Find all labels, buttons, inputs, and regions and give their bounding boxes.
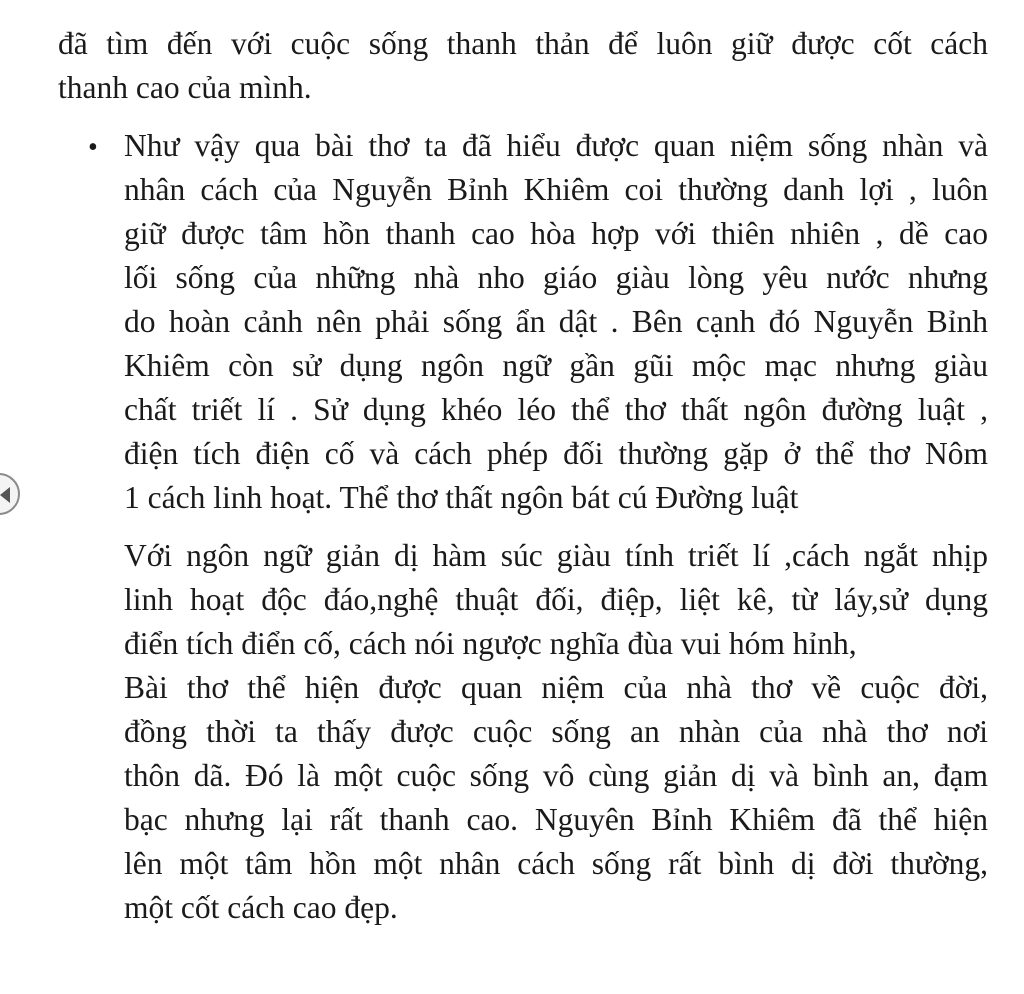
closing-line-1: Với ngôn ngữ giản dị hàm súc giàu tính triết lí ,cách ngắt nhịp (124, 538, 988, 573)
bullet-line-3: giữ được tâm hồn thanh cao hòa hợp với thiên nhiên , dề cao (124, 216, 988, 251)
closing-line-7: bạc nhưng lại rất thanh cao. Nguyên Bỉnh Khiêm đã thể hiện (124, 802, 988, 837)
closing-line-8: lên một tâm hồn một nhân cách sống rất bình dị đời thường, (124, 846, 988, 881)
bullet-marker: • (88, 132, 98, 163)
closing-line-4: Bài thơ thể hiện được quan niệm của nhà thơ về cuộc đời, (124, 670, 988, 705)
bullet-line-8: điện tích điện cố và cách phép đối thường gặp ở thể thơ Nôm (124, 436, 988, 471)
intro-line-2: thanh cao của mình. (58, 70, 312, 105)
chevron-left-icon (0, 487, 10, 503)
bullet-line-2: nhân cách của Nguyễn Bỉnh Khiêm coi thường danh lợi , luôn (124, 172, 988, 207)
intro-line-1: đã tìm đến với cuộc sống thanh thản để luôn giữ được cốt cách (58, 26, 988, 61)
bullet-line-6: Khiêm còn sử dụng ngôn ngữ gần gũi mộc mạc nhưng giàu (124, 348, 988, 383)
bullet-line-4: lối sống của những nhà nho giáo giàu lòng yêu nước nhưng (124, 260, 988, 295)
bullet-line-7: chất triết lí . Sử dụng khéo léo thể thơ thất ngôn đường luật , (124, 392, 988, 427)
closing-line-3: điển tích điển cố, cách nói ngược nghĩa đùa vui hóm hỉnh, (124, 626, 857, 661)
closing-line-2: linh hoạt độc đáo,nghệ thuật đối, điệp, liệt kê, từ láy,sử dụng (124, 582, 988, 617)
bullet-line-1: Như vậy qua bài thơ ta đã hiểu được quan niệm sống nhàn và (124, 128, 988, 163)
closing-line-9: một cốt cách cao đẹp. (124, 890, 398, 925)
collapse-handle[interactable] (0, 473, 20, 515)
closing-line-5: đồng thời ta thấy được cuộc sống an nhàn của nhà thơ nơi (124, 714, 988, 749)
bullet-line-9: 1 cách linh hoạt. Thể thơ thất ngôn bát cú Đường luật (124, 480, 799, 515)
bullet-line-5: do hoàn cảnh nên phải sống ẩn dật . Bên cạnh đó Nguyễn Bỉnh (124, 304, 988, 339)
closing-line-6: thôn dã. Đó là một cuộc sống vô cùng giản dị và bình an, đạm (124, 758, 988, 793)
